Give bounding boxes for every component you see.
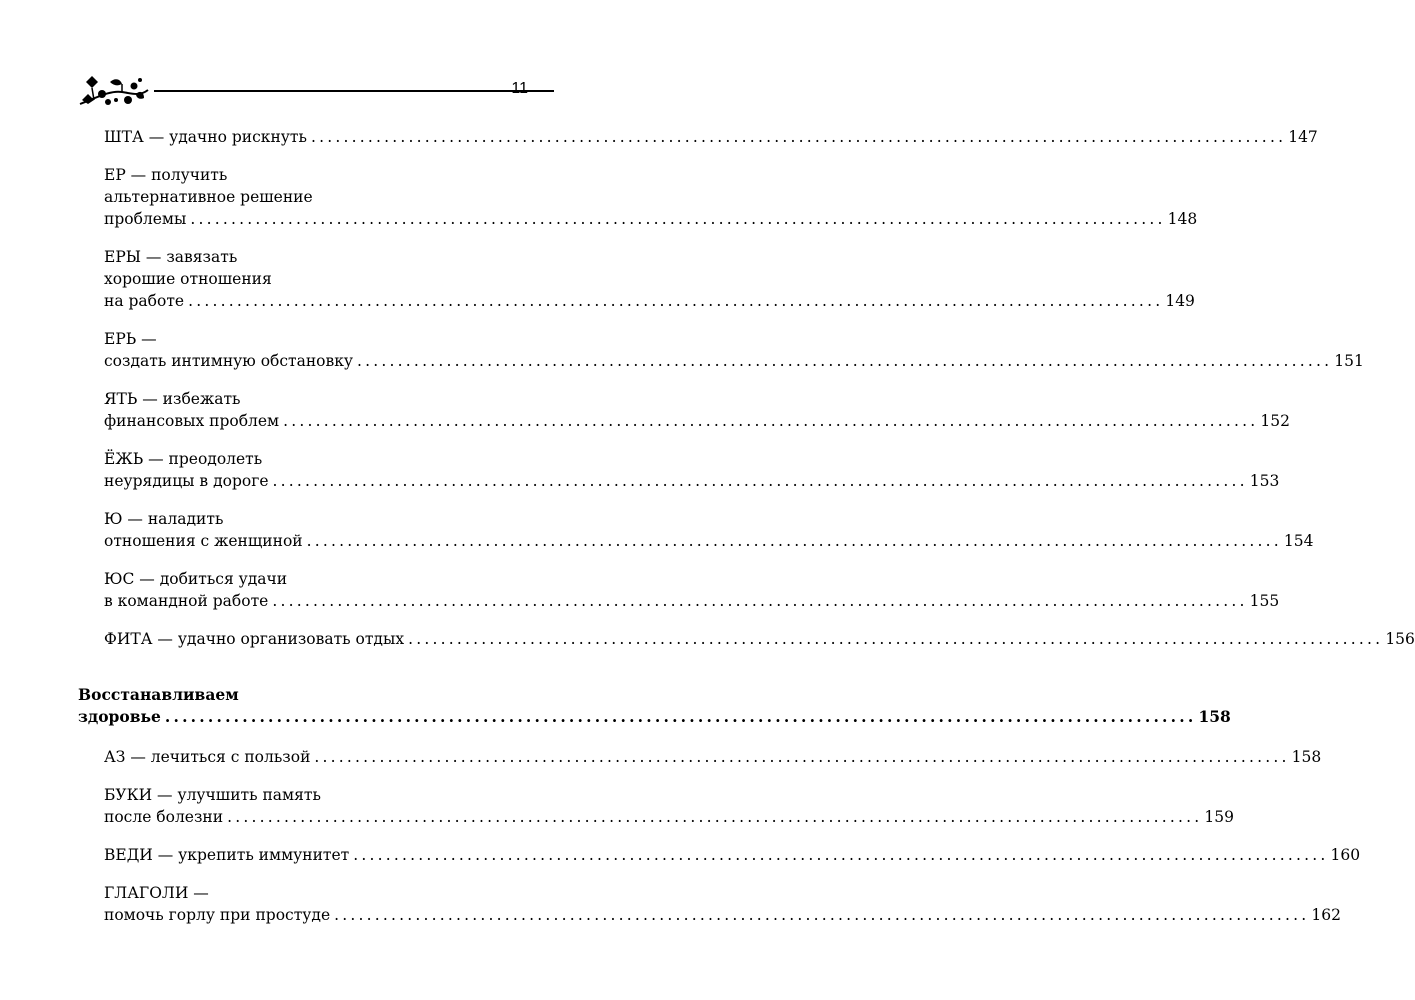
entry-text: проблемы: [104, 210, 187, 228]
entry-last-line: [104, 410, 1290, 432]
entry-last-line: [104, 844, 1361, 866]
entry-last-line: [104, 208, 1198, 230]
entry-page-number: 154: [1283, 532, 1314, 550]
entry-text-line: Ю — наладить: [104, 510, 224, 528]
entry-page-number: 151: [1334, 352, 1364, 370]
dot-leader: ........................................................................................................................: [310, 128, 1287, 146]
toc-entry[interactable]: [104, 784, 1234, 828]
entry-page-number: 159: [1204, 808, 1234, 826]
entry-text: в командной работе: [104, 592, 269, 610]
entry-text-line: ЯТЬ — избежать: [104, 390, 241, 408]
section-title-last-line: [78, 706, 1231, 728]
entry-text: финансовых проблем: [104, 412, 280, 430]
entry-last-line: [104, 470, 1280, 492]
entry-page-number: 148: [1167, 210, 1198, 228]
entry-text: ФИТА — удачно организовать отдых: [104, 630, 405, 648]
section-heading[interactable]: [78, 684, 1231, 728]
dot-leader: ........................................................................................................................: [408, 630, 1384, 648]
entry-page-number: 155: [1249, 592, 1280, 610]
dot-leader: ........................................................................................................................: [272, 592, 1248, 610]
toc-entry[interactable]: [104, 882, 1341, 926]
entry-text-line: ЕРЬ —: [104, 330, 157, 348]
entry-last-line: [104, 904, 1341, 926]
section-title-text: здоровье: [78, 707, 161, 726]
dot-leader: ........................................................................................................................: [353, 846, 1329, 864]
entry-last-line: [104, 350, 1364, 372]
entry-text: помочь горлу при простуде: [104, 906, 331, 924]
toc-entry[interactable]: [104, 246, 1195, 312]
dot-leader: ........................................................................................................................: [306, 532, 1282, 550]
entry-page-number: 152: [1260, 412, 1290, 430]
dot-leader: ........................................................................................................................: [190, 210, 1166, 228]
floral-vine-icon: [78, 74, 150, 108]
entry-page-number: 153: [1249, 472, 1280, 490]
toc-entry[interactable]: [104, 568, 1280, 612]
entry-page-number: 160: [1330, 846, 1361, 864]
table-of-contents: [78, 126, 1415, 942]
entry-last-line: [104, 126, 1318, 148]
dot-leader: ........................................................................................................................: [272, 472, 1248, 490]
toc-entry[interactable]: [104, 844, 1361, 866]
entry-page-number: 162: [1311, 906, 1341, 924]
dot-leader: ........................................................................................................................: [164, 707, 1197, 726]
entry-text-line: БУКИ — улучшить память: [104, 786, 321, 804]
entry-text: отношения с женщиной: [104, 532, 303, 550]
section-page-number: 158: [1198, 707, 1231, 726]
entry-text: на работе: [104, 292, 185, 310]
header-rule: [154, 90, 554, 92]
toc-entry[interactable]: [104, 628, 1415, 650]
entry-last-line: [104, 290, 1195, 312]
section-title-line: Восстанавливаем: [78, 685, 239, 704]
toc-entry[interactable]: [104, 388, 1290, 432]
dot-leader: ........................................................................................................................: [283, 412, 1259, 430]
entry-text-line: альтернативное решение: [104, 188, 313, 206]
toc-entry[interactable]: [104, 126, 1318, 148]
entry-text: неурядицы в дороге: [104, 472, 269, 490]
dot-leader: ........................................................................................................................: [334, 906, 1310, 924]
entry-text-line: хорошие отношения: [104, 270, 272, 288]
entry-last-line: [104, 590, 1280, 612]
entry-last-line: [104, 628, 1415, 650]
toc-entry[interactable]: [104, 508, 1314, 552]
entry-page-number: 147: [1288, 128, 1318, 146]
entry-text: создать интимную обстановку: [104, 352, 354, 370]
toc-entry[interactable]: [104, 448, 1280, 492]
entry-text: ВЕДИ — укрепить иммунитет: [104, 846, 350, 864]
page-number: 11: [511, 80, 528, 97]
page-header: [78, 70, 528, 110]
entry-page-number: 149: [1165, 292, 1195, 310]
dot-leader: ........................................................................................................................: [227, 808, 1203, 826]
entry-last-line: [104, 746, 1322, 768]
entry-text: после болезни: [104, 808, 224, 826]
entry-text: ШТА — удачно рискнуть: [104, 128, 307, 146]
toc-entry[interactable]: [104, 164, 1198, 230]
entry-text-line: ЕР — получить: [104, 166, 228, 184]
entry-text-line: ЁЖЬ — преодолеть: [104, 450, 263, 468]
entry-last-line: [104, 806, 1234, 828]
toc-entry[interactable]: [104, 746, 1322, 768]
entry-text-line: ГЛАГОЛИ —: [104, 884, 209, 902]
entry-page-number: 158: [1291, 748, 1322, 766]
dot-leader: ........................................................................................................................: [314, 748, 1290, 766]
toc-entry[interactable]: [104, 328, 1364, 372]
dot-leader: ........................................................................................................................: [357, 352, 1333, 370]
entry-text-line: ЕРЫ — завязать: [104, 248, 238, 266]
entry-text: АЗ — лечиться с пользой: [104, 748, 311, 766]
dot-leader: ........................................................................................................................: [188, 292, 1164, 310]
entry-page-number: 156: [1385, 630, 1415, 648]
entry-last-line: [104, 530, 1314, 552]
entry-text-line: ЮС — добиться удачи: [104, 570, 288, 588]
